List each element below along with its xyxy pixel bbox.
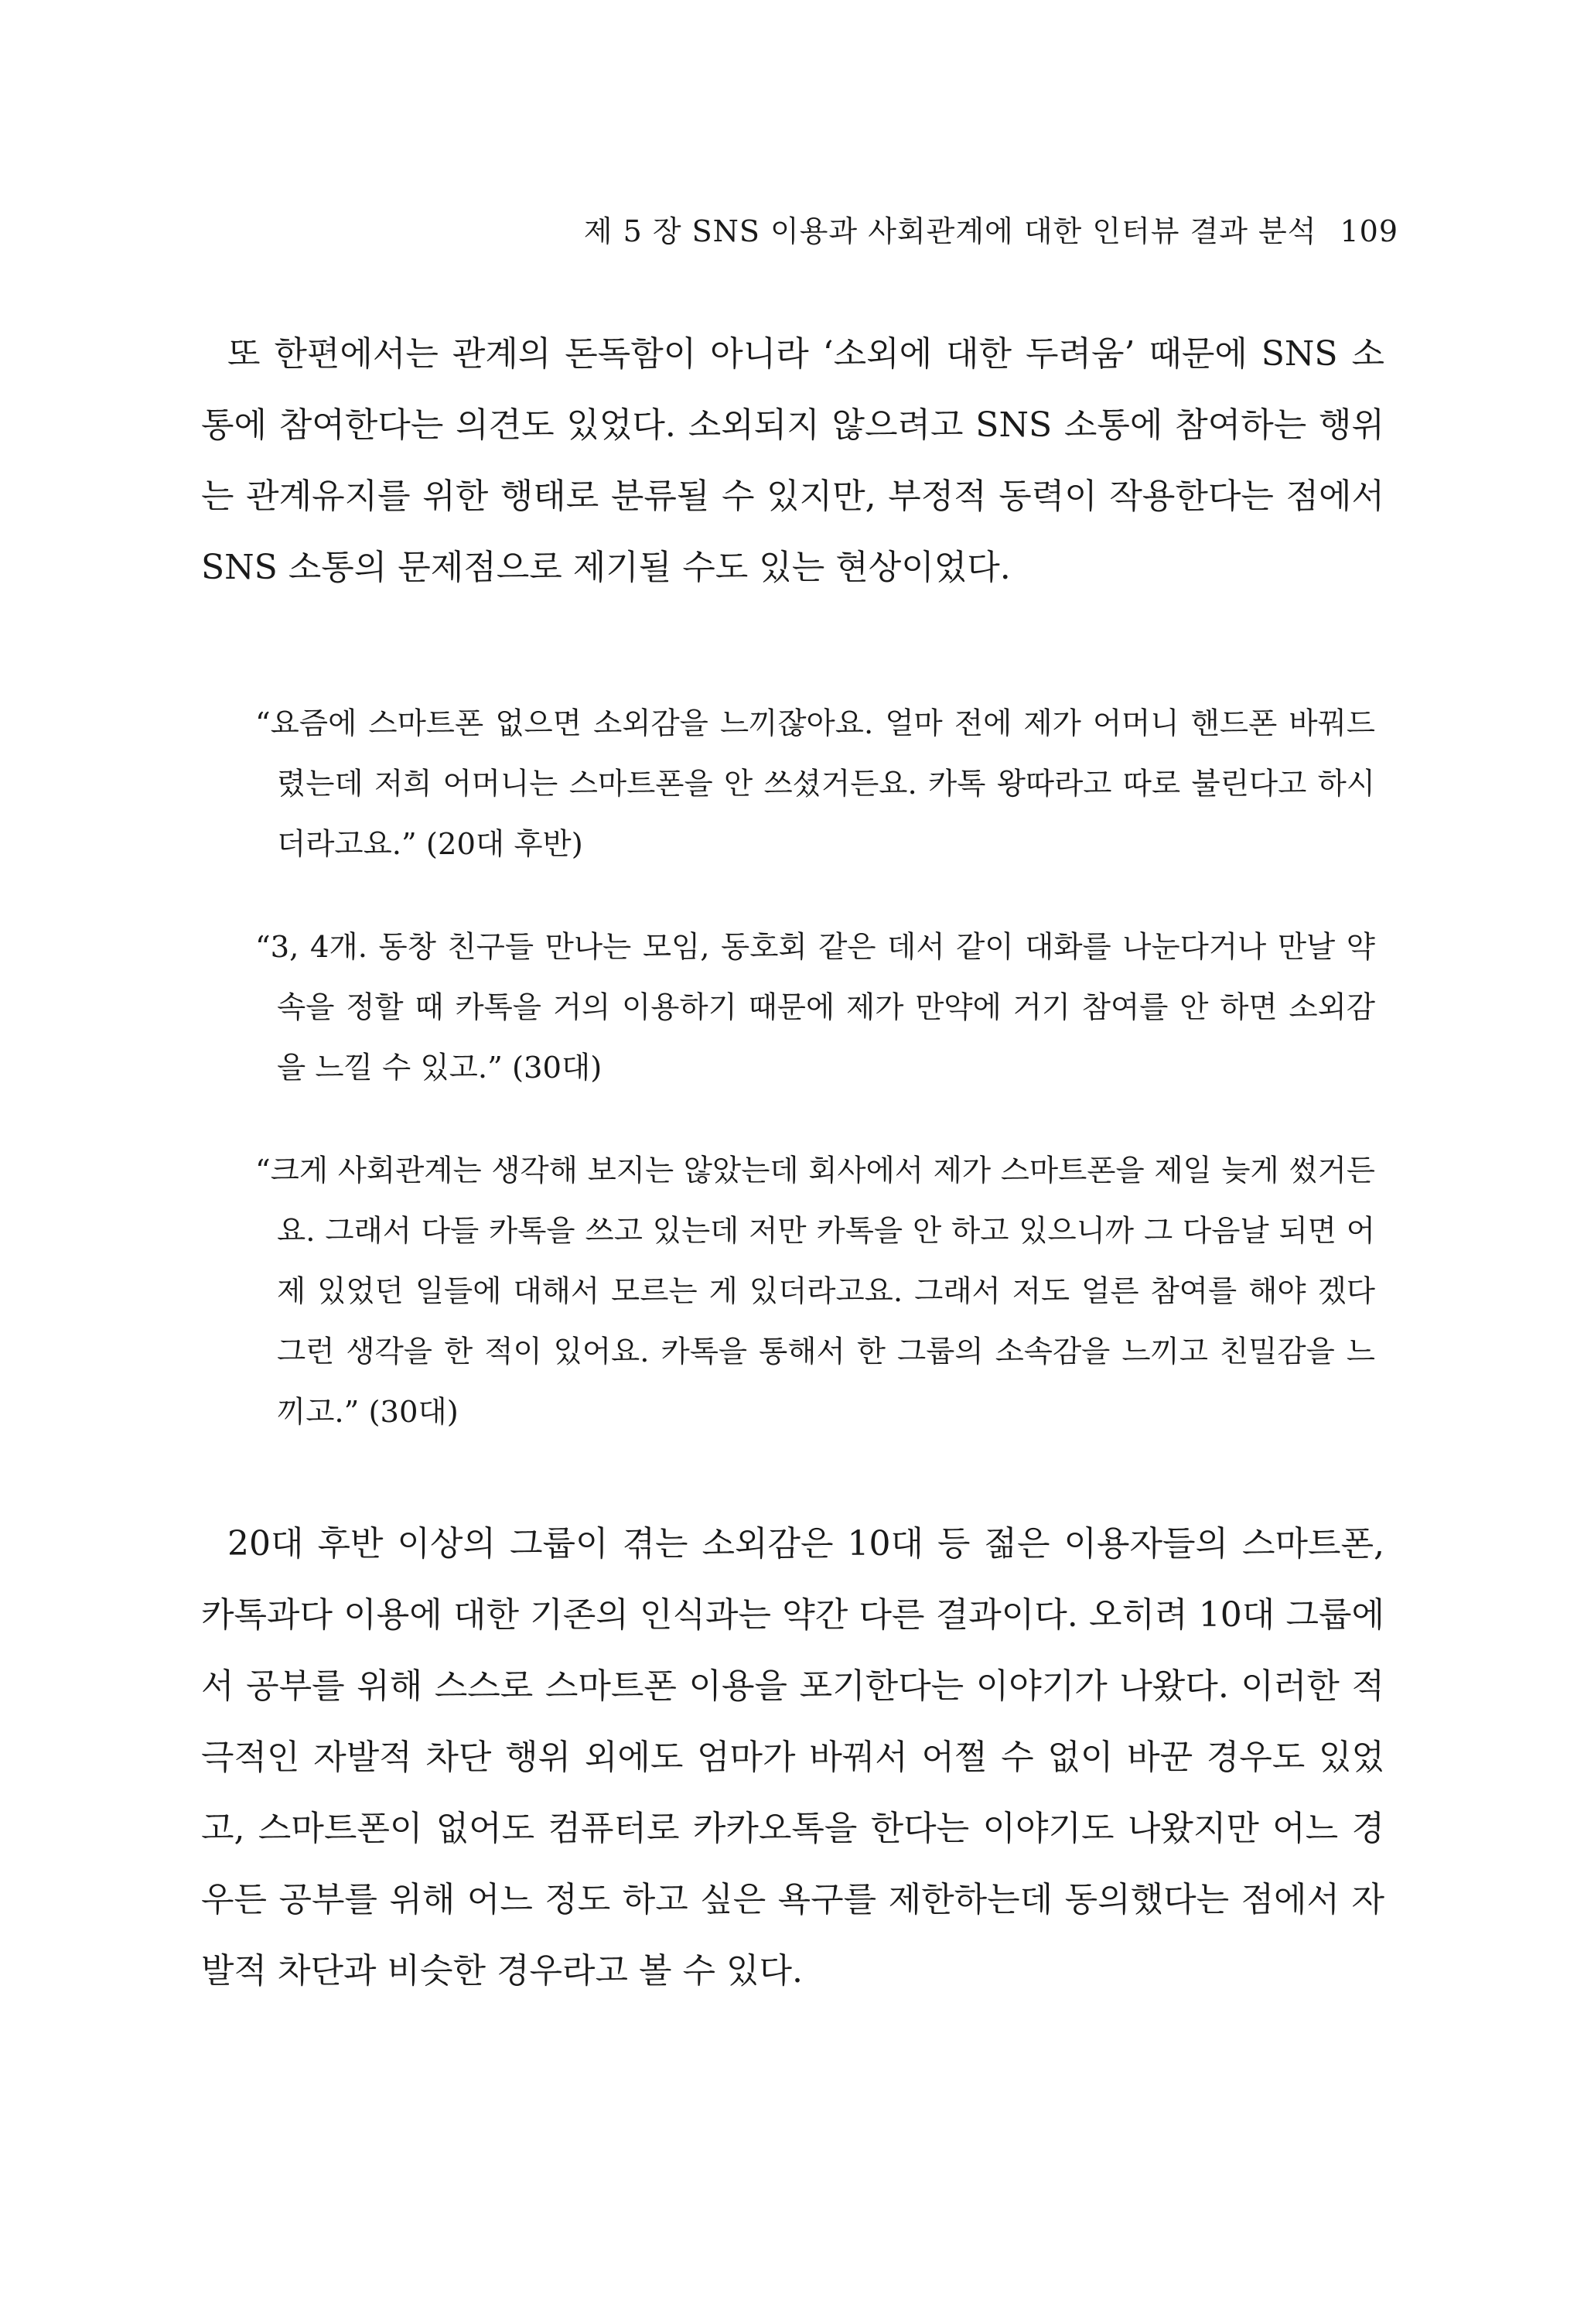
running-header	[584, 207, 1398, 250]
body-paragraph: 20대 후반 이상의 그룹이 겪는 소외감은 10대 등 젊은 이용자들의 스마트폰, 카톡과다 이용에 대한 기존의 인식과는 약간 다른 결과이다. 오히려 10대 그룹에서 공부를 위해 스스로 스마트폰 이용을 포기한다는 이야기가 나왔다. 이러한 적극적인 자발적 차단 행위 외에도 엄마가 바꿔서 어쩔 수 없이 바꾼 경우도 있었고, 스마트폰이 없어도 컴퓨터로 카카오톡을 한다는 이야기도 나왔지만 어느 경우든 공부를 위해 어느 정도 하고 싶은 욕구를 제한하는데 동의했다는 점에서 자발적 차단과 비슷한 경우라고 볼 수 있다.	[201, 1524, 1384, 1991]
body-paragraph: 또 한편에서는 관계의 돈독함이 아니라 ‘소외에 대한 두려움’ 때문에 SNS 소통에 참여한다는 의견도 있었다. 소외되지 않으려고 SNS 소통에 참여하는 행위는 관계유지를 위한 행태로 분류될 수 있지만, 부정적 동력이 작용한다는 점에서 SNS 소통의 문제점으로 제기될 수도 있는 현상이었다.	[201, 334, 1385, 587]
interview-quote: “요즘에 스마트폰 없으면 소외감을 느끼잖아요. 얼마 전에 제가 어머니 핸드폰 바꿔드렸는데 저희 어머니는 스마트폰을 안 쓰셨거든요. 카톡 왕따라고 따로 불린다고 하시더라고요.” (20대 후반)	[255, 706, 1375, 862]
interview-quote: “크게 사회관계는 생각해 보지는 않았는데 회사에서 제가 스마트폰을 제일 늦게 썼거든요. 그래서 다들 카톡을 쓰고 있는데 저만 카톡을 안 하고 있으니까 그 다음날 되면 어제 있었던 일들에 대해서 모르는 게 있더라고요. 그래서 저도 얼른 참여를 해야 겠다 그런 생각을 한 적이 있어요. 카톡을 통해서 한 그룹의 소속감을 느끼고 친밀감을 느끼고.” (30대)	[255, 1153, 1375, 1430]
chapter-title: 제 5 장 SNS 이용과 사회관계에 대한 인터뷰 결과 분석	[583, 214, 1317, 248]
page-number: 109	[1340, 214, 1398, 248]
interview-quote: “3, 4개. 동창 친구들 만나는 모임, 동호회 같은 데서 같이 대화를 나눈다거나 만날 약속을 정할 때 카톡을 거의 이용하기 때문에 제가 만약에 거기 참여를 안 하면 소외감을 느낄 수 있고.” (30대)	[255, 930, 1375, 1085]
